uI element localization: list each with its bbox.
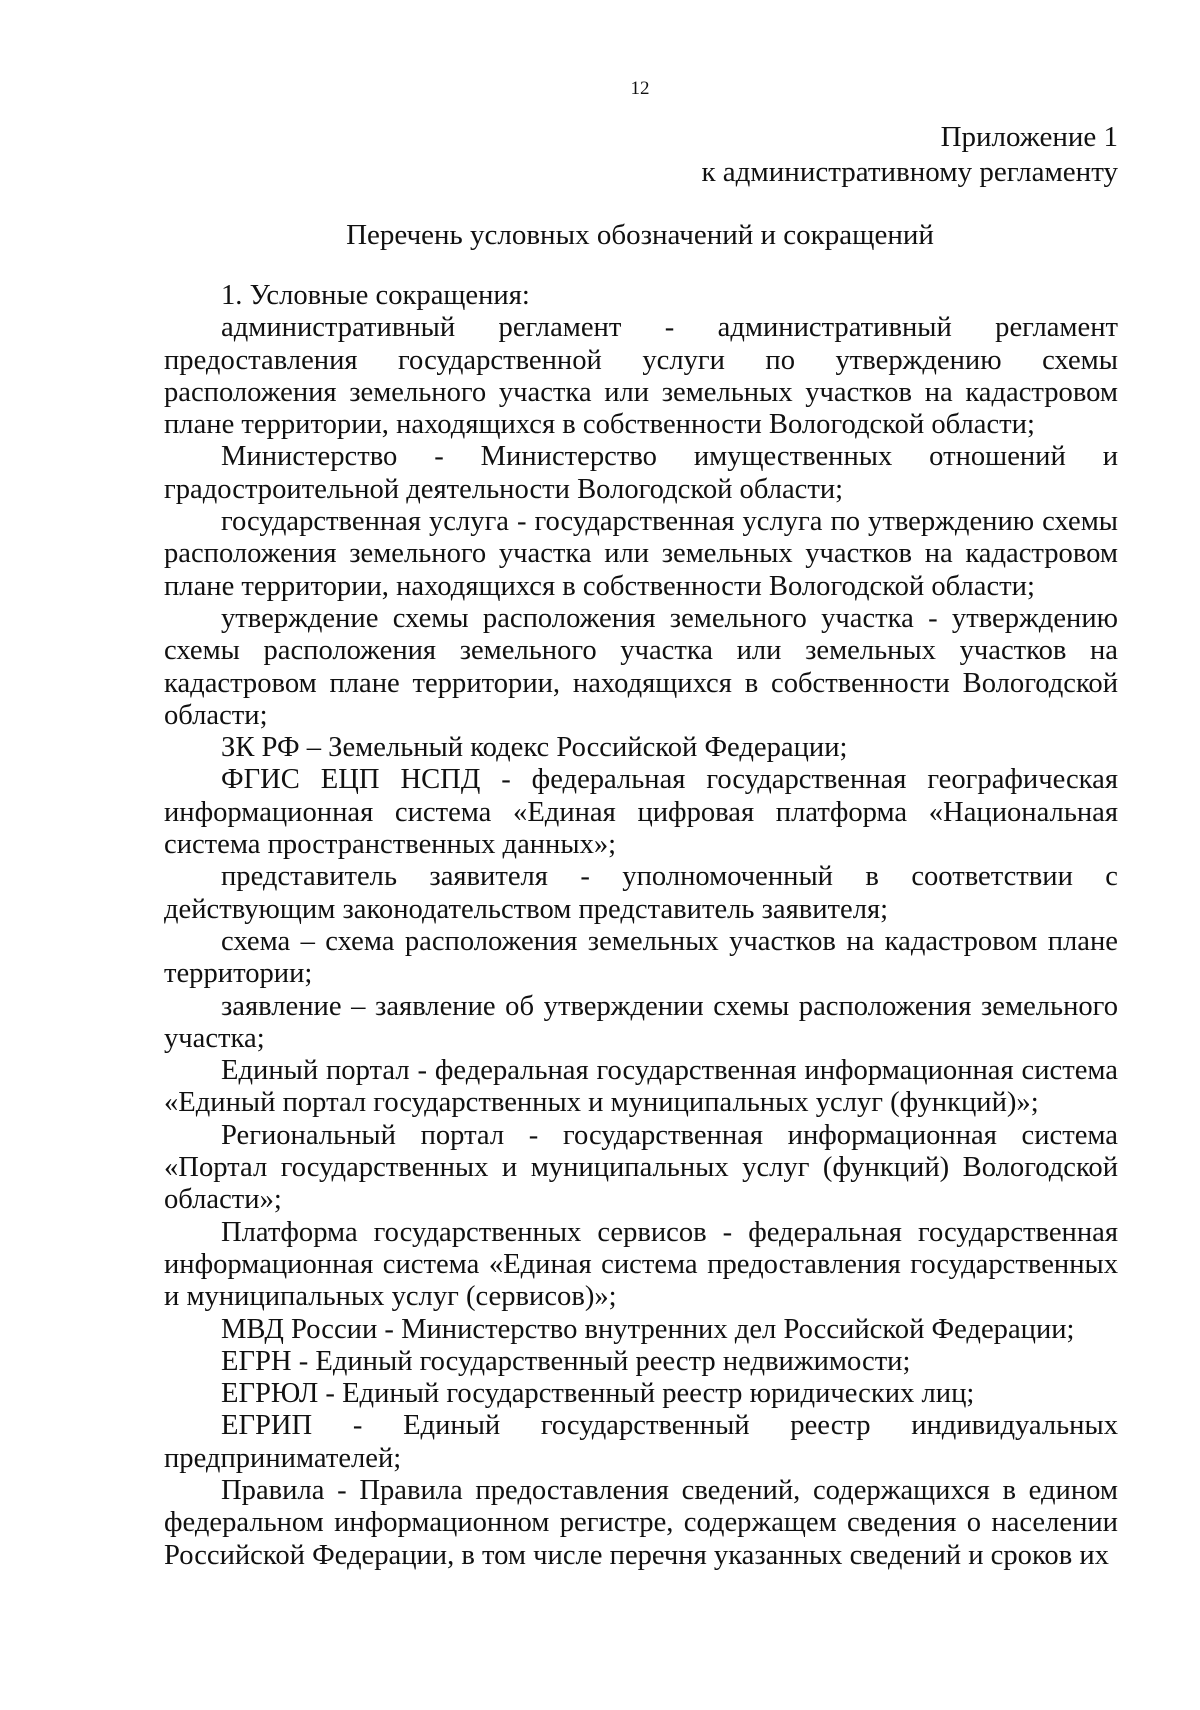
paragraph-fgis: ФГИС ЕЦП НСПД - федеральная государственная географическая информационная система «Единая цифровая платформа «Национальная система пространственных данных»;: [164, 764, 1118, 861]
paragraph-unified-portal: Единый портал - федеральная государственная информационная система «Единый портал государственных и муниципальных услуг (функций)»;: [164, 1055, 1118, 1119]
appendix-label: [701, 120, 1118, 190]
paragraph-state-service: государственная услуга - государственная услуга по утверждению схемы расположения земельного участка или земельных участков на кадастровом плане территории, находящихся в собственности Вологодской области;: [164, 506, 1118, 602]
section-heading: 1. Условные сокращения:: [221, 280, 530, 311]
paragraph-land-code: ЗК РФ – Земельный кодекс Российской Федерации;: [221, 732, 848, 764]
paragraph-scheme-approval: утверждение схемы расположения земельного участка - утверждению схемы расположения земельного участка или земельных участков на кадастровом плане территории, находящихся в собственности Вологодской области;: [164, 602, 1118, 731]
paragraph-egrip: ЕГРИП - Единый государственный реестр индивидуальных предпринимателей;: [164, 1410, 1118, 1474]
paragraph-mvd: МВД России - Министерство внутренних дел Российской Федерации;: [221, 1313, 1075, 1345]
document-title: Перечень условных обозначений и сокращений: [346, 219, 934, 251]
document-body: [164, 280, 1118, 1572]
paragraph-services-platform: Платформа государственных сервисов - федеральная государственная информационная система «Единая система предоставления государственных и муниципальных услуг (сервисов)»;: [164, 1216, 1118, 1313]
paragraph-application: заявление – заявление об утверждении схемы расположения земельного участка;: [164, 990, 1118, 1054]
appendix-line-2: к административному регламенту: [701, 156, 1118, 188]
paragraph-rules: Правила - Правила предоставления сведений, содержащихся в едином федеральном информационном регистре, содержащем сведения о населении Российской Федерации, в том числе перечня указанных сведений и сроков их: [164, 1474, 1118, 1571]
paragraph-regional-portal: Региональный портал - государственная информационная система «Портал государственных и муниципальных услуг (функций) Вологодской области»;: [164, 1119, 1118, 1216]
paragraph-egrn: ЕГРН - Единый государственный реестр недвижимости;: [221, 1345, 911, 1377]
paragraph-scheme: схема – схема расположения земельных участков на кадастровом плане территории;: [164, 925, 1118, 990]
page-number: 12: [630, 78, 650, 99]
paragraph-ministry: Министерство - Министерство имущественных отношений и градостроительной деятельности Вологодской области;: [164, 441, 1118, 505]
appendix-line-1: Приложение 1: [940, 121, 1118, 153]
paragraph-egryul: ЕГРЮЛ - Единый государственный реестр юридических лиц;: [221, 1378, 975, 1410]
paragraph-admin-regulation: административный регламент - административный регламент предоставления государственной услуги по утверждению схемы расположения земельного участка или земельных участков на кадастровом плане территории, находящихся в собственности Вологодской области;: [164, 312, 1118, 441]
paragraph-representative: представитель заявителя - уполномоченный в соответствии с действующим законодательством представитель заявителя;: [164, 861, 1118, 925]
